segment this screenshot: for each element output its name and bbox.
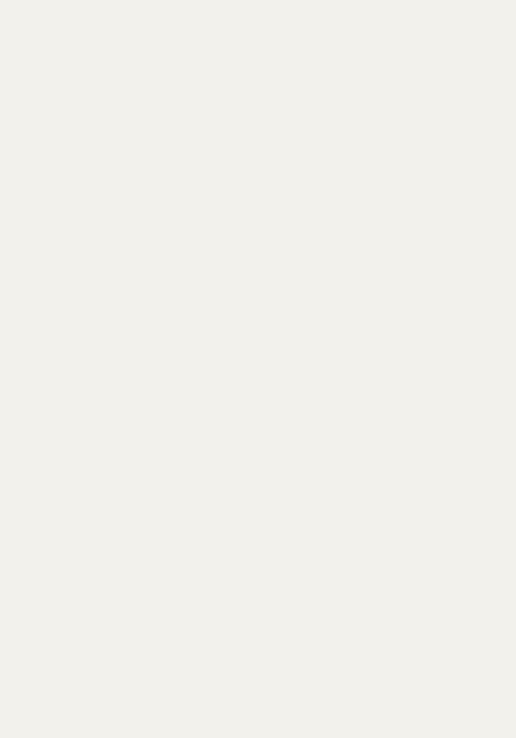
upper-text-block xyxy=(28,44,498,306)
lower-text-block xyxy=(28,392,498,692)
